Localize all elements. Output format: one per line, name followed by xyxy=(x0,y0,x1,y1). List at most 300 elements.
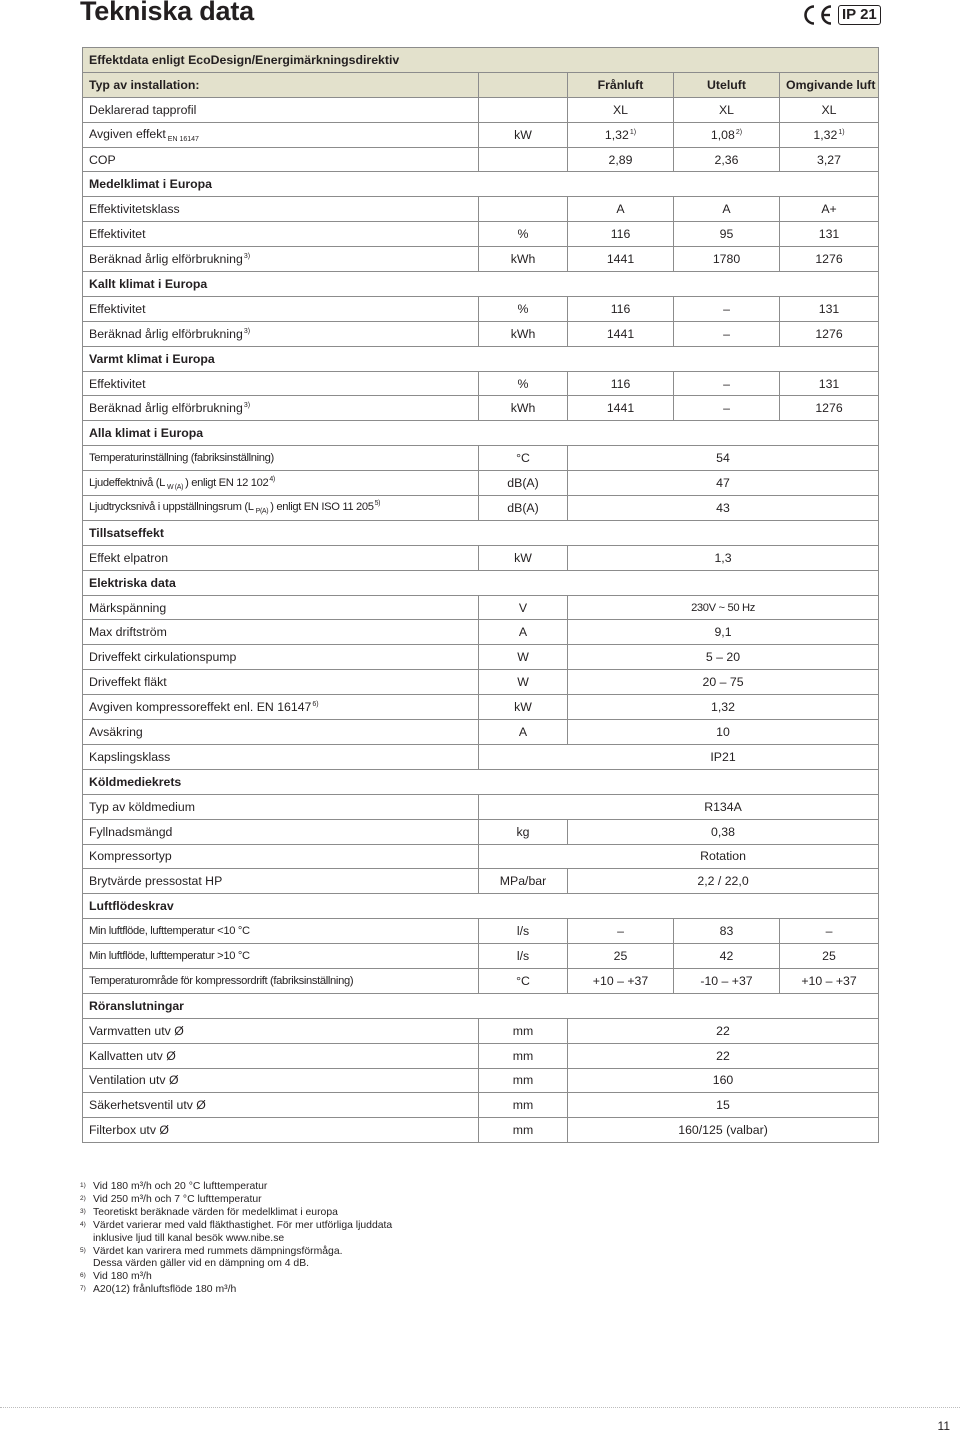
value-text: 116 xyxy=(610,227,631,242)
installation-type-label: Typ av installation: xyxy=(83,72,479,97)
unit-cell: l/s xyxy=(479,919,568,944)
value-cell xyxy=(780,321,879,346)
footnote-ref: 1) xyxy=(629,128,637,136)
row-label-text: Effektivitet xyxy=(89,376,146,391)
row-label-text: Effektivitetsklass xyxy=(89,202,180,217)
row-label-text: Kallt klimat i Europa xyxy=(89,276,208,291)
row-label xyxy=(83,446,479,471)
footnote-ref: 4) xyxy=(269,475,275,483)
row-label-text: Beräknad årlig elförbrukning xyxy=(89,252,243,267)
value-text: – xyxy=(723,376,730,391)
table-row xyxy=(83,869,879,894)
value-cell xyxy=(780,222,879,247)
value-cell xyxy=(568,968,674,993)
row-label-text: Varmvatten utv Ø xyxy=(89,1023,184,1038)
row-label-text: Kallvatten utv Ø xyxy=(89,1048,176,1063)
row-label-subscript: EN 16147 xyxy=(167,135,199,143)
table-row xyxy=(83,1068,879,1093)
certification-marks xyxy=(800,4,881,26)
value-text: +10 – +37 xyxy=(592,973,649,988)
footnote-number: 4) xyxy=(80,1220,86,1228)
value-text: 25 xyxy=(822,949,836,963)
unit-cell: °C xyxy=(479,968,568,993)
table-row xyxy=(83,819,879,844)
row-label xyxy=(83,1018,479,1043)
unit-cell xyxy=(479,197,568,222)
table-row xyxy=(83,122,879,147)
page-title: Tekniska data xyxy=(80,0,254,26)
row-label-text: Märkspänning xyxy=(89,600,167,615)
table-row xyxy=(83,471,879,496)
footnote-ref: 3) xyxy=(243,402,251,410)
table-title: Effektdata enligt EcoDesign/Energimärkningsdirektiv xyxy=(83,48,879,73)
footnote-ref: 5) xyxy=(374,500,381,508)
table-row xyxy=(83,968,879,993)
footnote-text: Teoretiskt beräknade värden för medelklimat i europa xyxy=(93,1206,338,1218)
table-row xyxy=(83,720,879,745)
value-cell xyxy=(780,968,879,993)
value-cell xyxy=(674,197,780,222)
table-row xyxy=(83,321,879,346)
unit-cell: mm xyxy=(479,1093,568,1118)
table-row xyxy=(83,396,879,421)
value-cell xyxy=(568,944,674,969)
row-label xyxy=(83,247,479,272)
section-row xyxy=(83,570,879,595)
value-cell xyxy=(674,371,780,396)
value-text: A xyxy=(722,202,731,217)
table-row xyxy=(83,296,879,321)
value-cell xyxy=(568,147,674,172)
value-cell xyxy=(568,296,674,321)
section-heading xyxy=(83,421,879,446)
row-label xyxy=(83,944,479,969)
value-cell xyxy=(674,147,780,172)
value-cell: 0,38 xyxy=(568,819,879,844)
value-text: 131 xyxy=(818,376,840,391)
row-label-text: Ljudeffektnivå (L xyxy=(89,476,165,489)
header-unit-cell xyxy=(479,72,568,97)
value-cell xyxy=(674,222,780,247)
value-text: – xyxy=(723,401,730,416)
row-label-text: COP xyxy=(89,152,116,167)
row-label-text: Beräknad årlig elförbrukning xyxy=(89,326,243,341)
footnote-number: 6) xyxy=(80,1272,86,1280)
unit-cell: °C xyxy=(479,446,568,471)
footnote-text: Vid 180 m³/h och 20 °C lufttemperatur xyxy=(93,1181,268,1192)
row-label-text: Fyllnadsmängd xyxy=(89,824,173,839)
row-label-text: Min luftflöde, lufttemperatur >10 °C xyxy=(89,950,250,962)
value-cell: 22 xyxy=(568,1043,879,1068)
row-label xyxy=(83,869,479,894)
value-text: – xyxy=(723,326,730,341)
value-text: – xyxy=(825,924,833,939)
table-row xyxy=(83,147,879,172)
unit-cell: kg xyxy=(479,819,568,844)
footnote-text: A20(12) frånluftsflöde 180 m³/h xyxy=(93,1284,237,1296)
page-divider xyxy=(0,1407,960,1408)
unit-cell: dB(A) xyxy=(479,471,568,496)
value-cell: 160 xyxy=(568,1068,879,1093)
row-label-text: Luftflödeskrav xyxy=(89,899,174,914)
row-label-text: Driveffekt cirkulationspump xyxy=(89,650,237,665)
section-row xyxy=(83,421,879,446)
value-cell xyxy=(780,944,879,969)
value-text: 1276 xyxy=(815,401,843,416)
value-text: XL xyxy=(612,102,629,117)
footnote xyxy=(80,1246,580,1272)
row-label-text: Kapslingsklass xyxy=(89,749,171,764)
column-header-franluft: Frånluft xyxy=(568,72,674,97)
section-row xyxy=(83,993,879,1018)
unit-cell: l/s xyxy=(479,944,568,969)
table-row xyxy=(83,97,879,122)
value-cell xyxy=(674,968,780,993)
row-label xyxy=(83,122,479,147)
footnote-text: Värdet varierar med vald fläkthastighet. För mer utförliga ljuddata inklusive ljud till kanal besök www.nibe.se xyxy=(93,1219,393,1244)
value-text: 1276 xyxy=(815,252,843,267)
row-label-text: Säkerhetsventil utv Ø xyxy=(89,1098,206,1113)
table-row xyxy=(83,744,879,769)
table-row xyxy=(83,247,879,272)
value-cell xyxy=(674,247,780,272)
value-cell xyxy=(568,919,674,944)
row-label-subscript: P(A) xyxy=(255,508,269,516)
section-heading xyxy=(83,172,879,197)
value-cell: 47 xyxy=(568,471,879,496)
section-row xyxy=(83,172,879,197)
value-text: 1276 xyxy=(815,326,843,341)
value-cell: 1,32 xyxy=(568,695,879,720)
value-cell: 5 – 20 xyxy=(568,645,879,670)
row-label xyxy=(83,545,479,570)
row-label xyxy=(83,396,479,421)
footnote xyxy=(80,1271,580,1284)
value-text: 116 xyxy=(610,301,631,316)
section-heading xyxy=(83,769,879,794)
row-label-text: Köldmediekrets xyxy=(89,774,182,789)
value-text: 131 xyxy=(818,227,840,242)
row-label-text: Elektriska data xyxy=(89,575,176,590)
table-row xyxy=(83,595,879,620)
table-row xyxy=(83,944,879,969)
value-cell xyxy=(674,919,780,944)
row-label-text: Ventilation utv Ø xyxy=(89,1073,179,1088)
unit-cell: mm xyxy=(479,1118,568,1143)
table-row xyxy=(83,1018,879,1043)
row-label-text: Min luftflöde, lufttemperatur <10 °C xyxy=(89,925,250,938)
value-cell: 230V ~ 50 Hz xyxy=(568,595,879,620)
value-text: 95 xyxy=(719,227,734,242)
unit-cell: kWh xyxy=(479,247,568,272)
value-text: 1,32 xyxy=(604,127,629,142)
row-label-text: Effekt elpatron xyxy=(89,550,169,565)
unit-cell: kW xyxy=(479,545,568,570)
row-label xyxy=(83,222,479,247)
footnote-number: 1) xyxy=(80,1182,86,1189)
unit-cell: % xyxy=(479,222,568,247)
row-label xyxy=(83,695,479,720)
row-label-text: Temperaturinställning (fabriksinställning) xyxy=(89,452,274,465)
value-text: XL xyxy=(718,102,735,117)
row-label xyxy=(83,147,479,172)
unit-cell: mm xyxy=(479,1018,568,1043)
value-cell xyxy=(674,97,780,122)
value-text: 83 xyxy=(719,924,734,939)
unit-cell: A xyxy=(479,620,568,645)
row-label xyxy=(83,1093,479,1118)
table-row xyxy=(83,695,879,720)
row-label-text: Typ av köldmedium xyxy=(89,799,195,814)
technical-data-table xyxy=(82,47,879,1143)
table-row xyxy=(83,670,879,695)
unit-cell: kWh xyxy=(479,396,568,421)
table-row xyxy=(83,645,879,670)
value-cell: 54 xyxy=(568,446,879,471)
value-text: 2,89 xyxy=(608,152,633,167)
unit-cell xyxy=(479,97,568,122)
unit-cell: V xyxy=(479,595,568,620)
row-label-text: Temperaturområde för kompressordrift (fabriksinställning) xyxy=(89,974,354,987)
value-cell: 1,3 xyxy=(568,545,879,570)
table-row xyxy=(83,197,879,222)
value-text: – xyxy=(723,301,730,316)
row-label-text: Ljudtrycksnivå i uppställningsrum (L xyxy=(89,501,254,514)
row-label xyxy=(83,197,479,222)
table-row xyxy=(83,919,879,944)
value-text: 3,27 xyxy=(817,152,841,167)
row-label-text: Varmt klimat i Europa xyxy=(89,351,215,366)
value-cell: 22 xyxy=(568,1018,879,1043)
value-text: 1,32 xyxy=(813,127,838,142)
unit-cell: A xyxy=(479,720,568,745)
section-heading xyxy=(83,520,879,545)
table-row xyxy=(83,446,879,471)
row-label xyxy=(83,744,479,769)
footnotes xyxy=(80,1181,580,1297)
row-label-text-after: ) enligt EN 12 102 xyxy=(185,476,269,489)
row-label-text: Brytvärde pressostat HP xyxy=(89,874,223,889)
ce-mark-icon xyxy=(800,4,834,26)
row-label xyxy=(83,321,479,346)
row-label xyxy=(83,844,479,869)
row-label-text: Driveffekt fläkt xyxy=(89,675,167,690)
row-label xyxy=(83,720,479,745)
row-label xyxy=(83,1118,479,1143)
section-row xyxy=(83,894,879,919)
value-cell xyxy=(674,122,780,147)
value-cell xyxy=(674,321,780,346)
unit-cell: mm xyxy=(479,1043,568,1068)
table-row xyxy=(83,844,879,869)
row-label-text-after: ) enligt EN ISO 11 205 xyxy=(270,501,374,514)
row-label-text: Medelklimat i Europa xyxy=(89,177,212,192)
section-heading xyxy=(83,993,879,1018)
unit-cell: % xyxy=(479,296,568,321)
value-cell xyxy=(674,396,780,421)
row-label xyxy=(83,794,479,819)
value-cell xyxy=(674,296,780,321)
row-label-text: Max driftström xyxy=(89,625,167,640)
section-row xyxy=(83,346,879,371)
footnote-number: 7) xyxy=(80,1285,86,1293)
page-number: 11 xyxy=(937,1419,950,1433)
row-label xyxy=(83,620,479,645)
row-label-text: Kompressortyp xyxy=(89,849,172,864)
value-text: 1441 xyxy=(606,326,635,341)
row-label xyxy=(83,645,479,670)
value-text: -10 – +37 xyxy=(700,973,753,988)
value-text: 25 xyxy=(613,949,628,963)
row-label-text: Tillsatseffekt xyxy=(89,525,164,540)
footnote-ref: 3) xyxy=(243,253,251,261)
value-text: 1,08 xyxy=(710,127,735,142)
value-cell xyxy=(568,222,674,247)
section-heading xyxy=(83,272,879,297)
value-cell: 43 xyxy=(568,496,879,521)
value-cell xyxy=(780,122,879,147)
footnote xyxy=(80,1194,580,1207)
value-cell xyxy=(568,197,674,222)
ip-rating-badge: IP 21 xyxy=(838,5,881,25)
value-cell xyxy=(780,919,879,944)
value-cell xyxy=(780,97,879,122)
value-text: – xyxy=(617,924,624,939)
row-label xyxy=(83,1068,479,1093)
row-label-text: Deklarerad tapprofil xyxy=(89,102,197,117)
value-cell: IP21 xyxy=(479,744,879,769)
value-cell: 20 – 75 xyxy=(568,670,879,695)
value-text: 1441 xyxy=(606,401,635,416)
footnote-ref: 3) xyxy=(243,327,251,335)
value-text: A xyxy=(616,202,625,217)
unit-cell xyxy=(479,147,568,172)
value-cell xyxy=(568,247,674,272)
row-label-text: Avsäkring xyxy=(89,724,143,739)
value-text: A+ xyxy=(821,202,837,217)
value-text: 1441 xyxy=(606,252,635,267)
value-cell xyxy=(780,396,879,421)
row-label-text: Filterbox utv Ø xyxy=(89,1123,169,1138)
row-label xyxy=(83,471,479,496)
section-heading xyxy=(83,346,879,371)
unit-cell: kWh xyxy=(479,321,568,346)
unit-cell: mm xyxy=(479,1068,568,1093)
row-label xyxy=(83,670,479,695)
footnote xyxy=(80,1207,580,1220)
value-text: 42 xyxy=(719,949,734,963)
section-row xyxy=(83,520,879,545)
row-label xyxy=(83,296,479,321)
section-heading xyxy=(83,894,879,919)
table-header-row xyxy=(83,72,879,97)
table-row xyxy=(83,620,879,645)
value-cell: R134A xyxy=(479,794,879,819)
table-row xyxy=(83,496,879,521)
unit-cell: % xyxy=(479,371,568,396)
footnote-ref: 6) xyxy=(312,701,319,709)
value-text: XL xyxy=(821,102,837,117)
table-row xyxy=(83,222,879,247)
value-cell xyxy=(568,321,674,346)
unit-cell: kW xyxy=(479,122,568,147)
value-text: +10 – +37 xyxy=(801,973,857,988)
footnote-text: Vid 180 m³/h xyxy=(93,1271,152,1283)
value-cell: 160/125 (valbar) xyxy=(568,1118,879,1143)
table-row xyxy=(83,371,879,396)
row-label-text: Beräknad årlig elförbrukning xyxy=(89,401,243,416)
row-label xyxy=(83,1043,479,1068)
value-cell xyxy=(780,371,879,396)
section-row xyxy=(83,272,879,297)
row-label xyxy=(83,496,479,521)
footnote-ref: 2) xyxy=(735,128,743,136)
unit-cell: kW xyxy=(479,695,568,720)
row-label xyxy=(83,968,479,993)
row-label-text: Alla klimat i Europa xyxy=(89,426,204,441)
footnote-number: 5) xyxy=(80,1246,86,1254)
value-cell xyxy=(780,197,879,222)
unit-cell: dB(A) xyxy=(479,496,568,521)
unit-cell: MPa/bar xyxy=(479,869,568,894)
value-cell: 9,1 xyxy=(568,620,879,645)
footnote xyxy=(80,1284,580,1297)
value-cell: 10 xyxy=(568,720,879,745)
row-label xyxy=(83,371,479,396)
table-title-row xyxy=(83,48,879,73)
row-label-text: Röranslutningar xyxy=(89,998,184,1013)
value-cell: 15 xyxy=(568,1093,879,1118)
unit-cell: W xyxy=(479,670,568,695)
row-label-text: Effektivitet xyxy=(89,301,146,316)
value-cell xyxy=(780,247,879,272)
value-text: 2,36 xyxy=(714,152,739,167)
unit-cell: W xyxy=(479,645,568,670)
row-label xyxy=(83,595,479,620)
row-label-text: Avgiven effekt xyxy=(89,126,166,141)
section-heading xyxy=(83,570,879,595)
row-label-subscript: W (A) xyxy=(166,483,184,491)
column-header-uteluft: Uteluft xyxy=(674,72,780,97)
row-label xyxy=(83,97,479,122)
table-row xyxy=(83,794,879,819)
row-label xyxy=(83,819,479,844)
value-text: 1780 xyxy=(712,252,741,267)
footnote xyxy=(80,1181,580,1194)
footnote-text: Vid 250 m³/h och 7 °C lufttemperatur xyxy=(93,1193,262,1205)
table-row xyxy=(83,1093,879,1118)
table-row xyxy=(83,1118,879,1143)
value-cell xyxy=(568,122,674,147)
value-cell xyxy=(568,396,674,421)
row-label xyxy=(83,919,479,944)
value-cell xyxy=(780,147,879,172)
value-cell: 2,2 / 22,0 xyxy=(568,869,879,894)
value-text: 116 xyxy=(610,376,631,391)
row-label-text: Effektivitet xyxy=(89,227,146,242)
footnote-number: 3) xyxy=(80,1207,86,1215)
value-cell xyxy=(674,944,780,969)
footnote-number: 2) xyxy=(80,1194,86,1202)
value-cell xyxy=(568,371,674,396)
section-row xyxy=(83,769,879,794)
footnote-ref: 1) xyxy=(838,128,845,136)
table-row xyxy=(83,1043,879,1068)
table-row xyxy=(83,545,879,570)
row-label-text: Avgiven kompressoreffekt enl. EN 16147 xyxy=(89,700,312,715)
value-cell: Rotation xyxy=(479,844,879,869)
column-header-omgivande-luft: Omgivande luft xyxy=(780,72,879,97)
